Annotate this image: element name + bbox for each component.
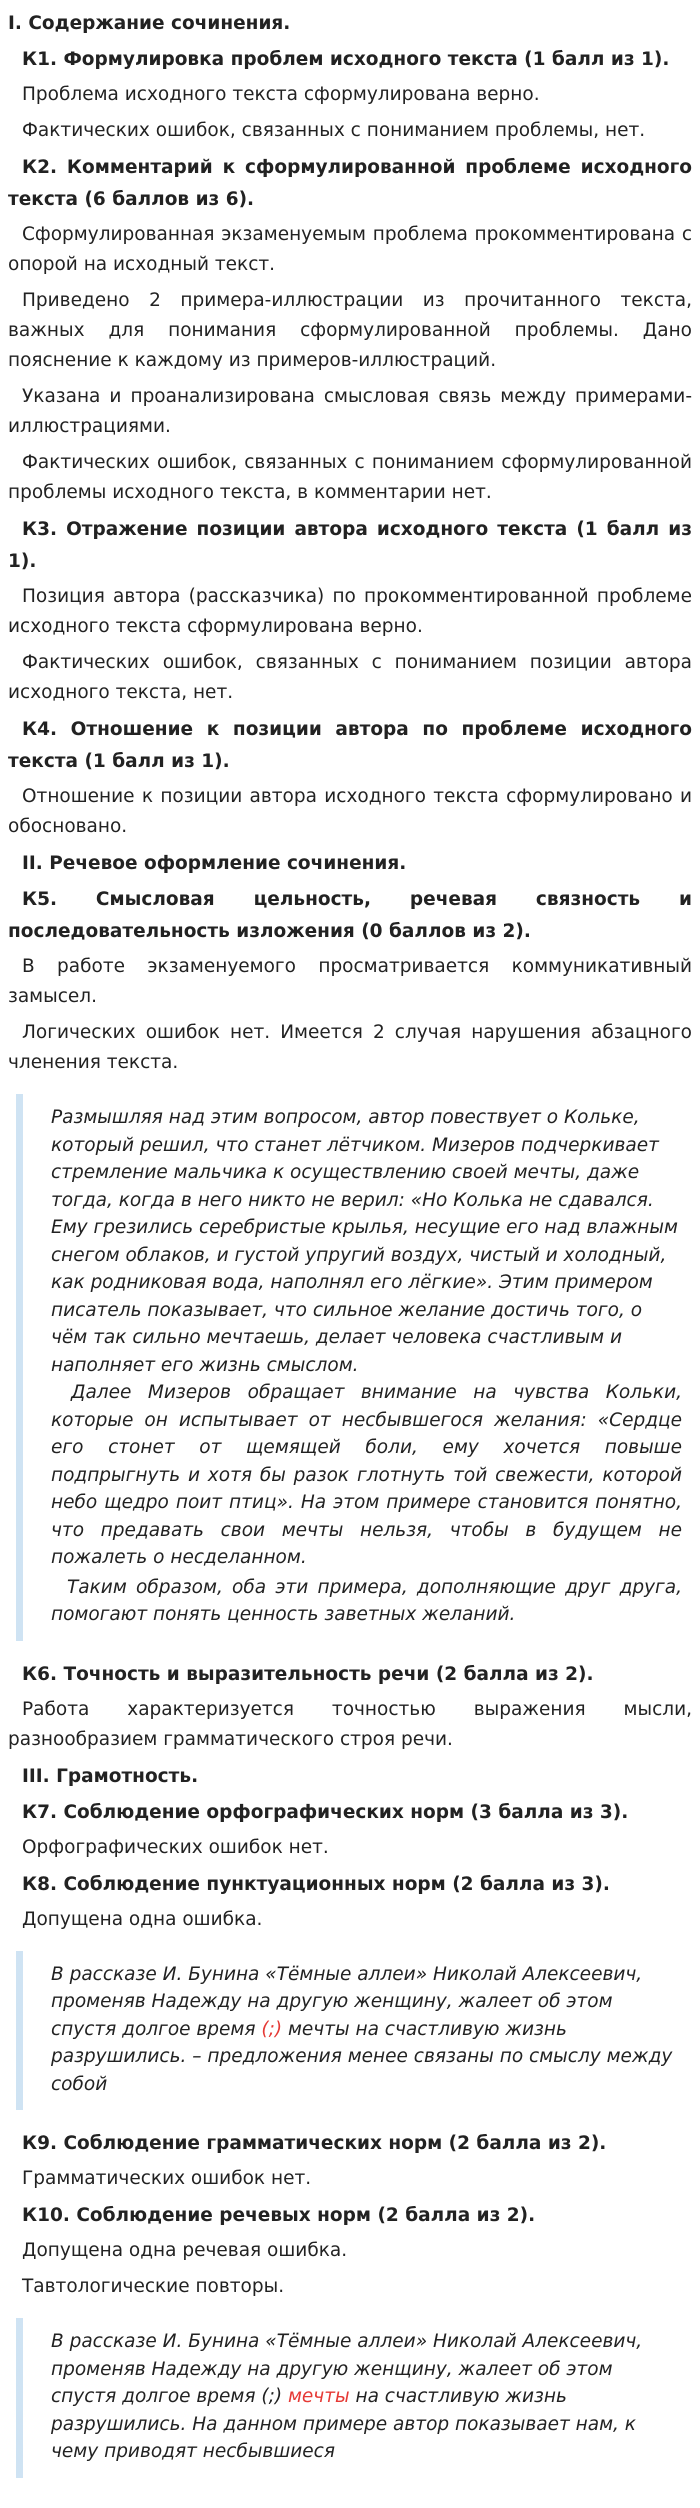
criterion-k1-title: К1. Формулировка проблем исходного текста (1 балл из 1). (22, 49, 670, 70)
criterion-k2-text: Фактических ошибок, связанных с пониманием сформулированной проблемы исходного текста, в комментарии нет. (8, 452, 692, 503)
criterion-k4-title: К4. Отношение к позиции автора по проблеме исходного текста (1 балл из 1). (8, 719, 692, 772)
criterion-k10-text: Допущена одна речевая ошибка. (22, 2240, 348, 2261)
section-heading-speech: II. Речевое оформление сочинения. (22, 853, 407, 874)
criterion-k6-text: Работа характеризуется точностью выражения мысли, разнообразием грамматического строя речи. (8, 1698, 692, 1750)
error-highlight: (;) (261, 2018, 283, 2040)
quote-text: мечты на счастливую жизнь разрушились. – предложения менее связаны по смыслу между собой (51, 2018, 673, 2095)
criterion-k5-text: В работе экзаменуемого просматривается коммуникативный замысел. (8, 956, 692, 1007)
punctuation-error-quote (16, 1951, 692, 2111)
speech-error-quote (16, 2318, 692, 2478)
error-highlight: мечты (287, 2386, 350, 2407)
criterion-k9-text: Грамматических ошибок нет. (22, 2168, 312, 2189)
criterion-k2-text: Сформулированная экзаменуемым проблема прокомментирована с опорой на исходный текст. (8, 224, 692, 275)
criterion-k7-title: К7. Соблюдение орфографических норм (3 балла из 3). (22, 1801, 629, 1823)
essay-excerpt-quote (16, 1094, 692, 1641)
quote-text: В рассказе И. Бунина «Тёмные аллеи» Николай Алексеевич, променяв Надежду на другую женщину, жалеет об этом спустя долгое время (;) (51, 2331, 643, 2407)
criterion-k4-text: Отношение к позиции автора исходного текста сформулировано и обосновано. (8, 786, 692, 837)
criterion-k6-title: К6. Точность и выразительность речи (2 балла из 2). (22, 1663, 594, 1685)
criterion-k2-title: К2. Комментарий к сформулированной проблеме исходного текста (6 баллов из 6). (8, 157, 692, 210)
criterion-k10-title: К10. Соблюдение речевых норм (2 балла из 2). (22, 2205, 536, 2226)
quote-paragraph: Далее Мизеров обращает внимание на чувства Кольки, которые он испытывает от несбывшегося желания: «Сердце его стонет от щемящей боли, ему хочется повыше подпрыгнуть и хотя бы разок глотнуть той свежести, которой небо щедро поит птиц». На этом примере становится понятно, что предавать свои мечты нельзя, чтобы в будущем не пожалеть о несделанном. (51, 1382, 682, 1568)
quote-paragraph: Таким образом, оба эти примера, дополняющие друг друга, помогают понять ценность заветных желаний. (51, 1576, 682, 1625)
quote-text: на счастливую жизнь разрушились. На данном примере автор показывает нам, к чему приводят несбывшиеся (51, 2386, 636, 2462)
quote-paragraph: Размышляя над этим вопросом, автор повествует о Кольке, который решил, что станет лётчиком. Мизеров подчеркивает стремление мальчика к осуществлению своей мечты, даже тогда, когда в него никто не верил: «Но Колька не сдавался. Ему грезились серебристые крылья, несущие его над влажным снегом облаков, и густой упругий воздух, чистый и холодный, как родниковая вода, наполнял его лёгкие». Этим примером писатель показывает, что сильное желание достичь того, о чём так сильно мечтаешь, делает человека счастливым и наполняет его жизнь смыслом. (51, 1107, 678, 1376)
criterion-k1-text: Фактических ошибок, связанных с пониманием проблемы, нет. (22, 120, 646, 141)
criterion-k8-text: Допущена одна ошибка. (22, 1908, 263, 1930)
section-heading-content: I. Содержание сочинения. (8, 13, 291, 34)
criterion-k5-text: Логических ошибок нет. Имеется 2 случая нарушения абзацного членения текста. (8, 1022, 692, 1073)
quote-paragraph (51, 2328, 682, 2466)
criterion-k5-title: К5. Смысловая цельность, речевая связность и последовательность изложения (0 баллов из 2). (8, 889, 692, 942)
section-heading-literacy: III. Грамотность. (22, 1765, 199, 1787)
quote-paragraph (51, 1961, 682, 2099)
quote-text: В рассказе И. Бунина «Тёмные аллеи» Николай Алексеевич, променяв Надежду на другую женщину, жалеет об этом спустя долгое время (51, 1963, 643, 2040)
criterion-k2-text: Указана и проанализирована смысловая связь между примерами-иллюстрациями. (8, 386, 692, 437)
criterion-k2-text: Приведено 2 примера-иллюстрации из прочитанного текста, важных для понимания сформулированной проблемы. Дано пояснение к каждому из примеров-иллюстраций. (8, 290, 692, 371)
criterion-k10-text: Тавтологические повторы. (22, 2276, 285, 2297)
criterion-k3-text: Позиция автора (рассказчика) по прокомментированной проблеме исходного текста сформулирована верно. (8, 586, 692, 637)
criterion-k3-text: Фактических ошибок, связанных с пониманием позиции автора исходного текста, нет. (8, 652, 692, 703)
criterion-k9-title: К9. Соблюдение грамматических норм (2 балла из 2). (22, 2133, 607, 2154)
criterion-k7-text: Орфографических ошибок нет. (22, 1836, 329, 1858)
criterion-k3-title: К3. Отражение позиции автора исходного текста (1 балл из 1). (8, 519, 692, 572)
criterion-k8-title: К8. Соблюдение пунктуационных норм (2 балла из 3). (22, 1873, 610, 1895)
criterion-k1-text: Проблема исходного текста сформулирована верно. (22, 84, 540, 105)
